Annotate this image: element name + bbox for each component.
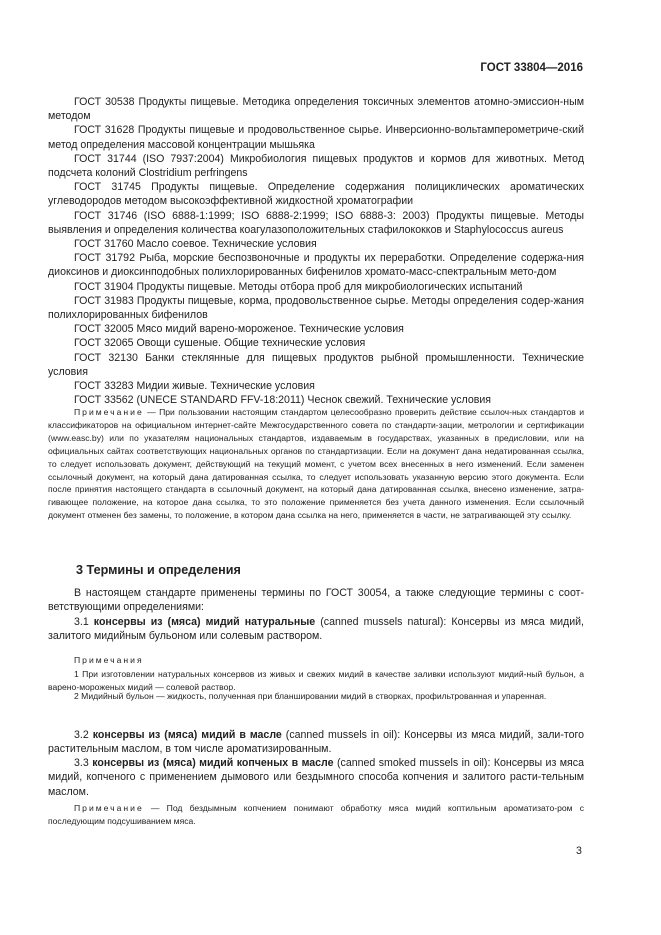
reference-item: ГОСТ 31628 Продукты пищевые и продовольственное сырье. Инверсионно-вольтамперометриче-ский метод определения массовой концентрации мышьяка	[48, 124, 584, 151]
term-english: (canned mussels in oil):	[281, 729, 401, 741]
term-name: консервы из (мяса) мидий натуральные	[93, 616, 316, 628]
note-item-2: 2 Мидийный бульон — жидкость, полученная при бланшировании мидий в створках, профильтрованная и упаренная.	[74, 691, 547, 701]
reference-item: ГОСТ 32130 Банки стеклянные для пищевых продуктов рыбной промышленности. Технические условия	[48, 351, 584, 378]
reference-item: ГОСТ 33283 Мидии живые. Технические условия	[74, 380, 315, 393]
notes-label: Примечания	[74, 655, 144, 665]
term-number: 3.1	[74, 616, 94, 628]
note-label: Примечание	[74, 407, 144, 417]
reference-item: ГОСТ 31983 Продукты пищевые, корма, продовольственное сырье. Методы определения содер-жания полихлорированных бифенилов	[48, 294, 584, 322]
reference-item: ГОСТ 31760 Масло соевое. Технические условия	[74, 238, 317, 251]
term-english: (canned smoked mussels in oil):	[333, 757, 491, 769]
section-title: 3 Термины и определения	[76, 563, 241, 577]
term-definition: Консервы из мяса мидий, зали-того растительным маслом, в том числе ароматизированным.	[48, 729, 584, 756]
note-text: — При пользовании настоящим стандартом целесообразно проверить действие ссылоч-ных стандартов и классификаторов на официальном интернет-сайте Межгосударственного совета по стандарти-зации, метрологии и сертификации (www.easc.by) или по указателям национальных стандартов, издаваемым в государствах, указанных в предисловии, или на официальных сайтах соответствующих национальных органов по стандартизации. Если на документ дана недатированная ссылка, то следует использовать документ, действующий на текущий момент, с учетом всех внесенных в него изменений. Если заменен ссылочный документ, на который дана датированная ссылка, то следует использовать указанную версию этого документа. Если после принятия настоящего стандарта в ссылочный документ, на который дана датированная ссылка, внесено изменение, затра-гивающее положение, на которое дана ссылка, то это положение применяется без учета данного изменения. Если ссылочный документ отменен без замены, то положение, в котором дана ссылка на него, применяется в части, не затрагивающей эту ссылку.	[48, 407, 584, 521]
reference-item: ГОСТ 31904 Продукты пищевые. Методы отбора проб для микробиологических испытаний	[74, 280, 523, 293]
term-name: консервы из (мяса) мидий в масле	[92, 729, 282, 741]
reference-item: ГОСТ 31746 (ISO 6888-1:1999; ISO 6888-2:1999; ISO 6888-3: 2003) Продукты пищевые. Методы выявления и определения количества коагулазоположительных стафилококков и Staphylococcus aureus	[48, 209, 584, 236]
normative-references	[48, 95, 584, 407]
reference-item: ГОСТ 31792 Рыба, морские беспозвоночные и продукты их переработки. Определение содержа-ния диоксинов и диоксинподобных полихлорированных бифенилов хромато-масс-спектральным мето-дом	[48, 252, 584, 279]
references-note	[48, 406, 584, 522]
term-name: консервы из (мяса) мидий копченых в масле	[92, 757, 334, 769]
reference-item: ГОСТ 30538 Продукты пищевые. Методика определения токсичных элементов атомно-эмиссион-ным методом	[48, 96, 584, 123]
term-number: 3.3	[74, 757, 93, 769]
reference-item: ГОСТ 33562 (UNECE STANDARD FFV-18:2011) Чеснок свежий. Технические условия	[74, 394, 492, 407]
note-item-1: 1 При изготовлении натуральных консервов из живых и свежих мидий в качестве заливки используют мидий-ный бульон, а варено-мороженых мидий — солевой раствор.	[48, 669, 584, 693]
term-note	[48, 802, 584, 828]
reference-item: ГОСТ 31745 Продукты пищевые. Определение содержания полициклических ароматических углеводородов методом высокоэффективной жидкостной хроматографии	[48, 181, 584, 208]
reference-item: ГОСТ 31744 (ISO 7937:2004) Микробиология пищевых продуктов и кормов для животных. Метод подсчета колоний Clostridium perfringens	[48, 152, 584, 180]
term-definition: Консервы из мяса мидий, залитого мидийным бульоном или солевым раствором.	[48, 616, 584, 643]
term-3-3	[48, 756, 584, 799]
page-number: 3	[576, 845, 582, 857]
reference-item: ГОСТ 32065 Овощи сушеные. Общие технические условия	[74, 337, 366, 350]
section-intro: В настоящем стандарте применены термины по ГОСТ 30054, а также следующие термины с соот-ветствующими определениями:	[48, 587, 584, 614]
term-english: (canned mussels natural):	[315, 616, 447, 628]
note-text: — Под бездымным копчением понимают обработку мяса мидий коптильным ароматизато-ром с последующим подсушиванием мяса.	[48, 803, 584, 826]
term-number: 3.2	[74, 729, 93, 741]
note-label: Примечание	[74, 803, 144, 813]
document-id: ГОСТ 33804—2016	[480, 62, 583, 74]
term-3-2	[48, 728, 584, 757]
term-3-1	[48, 615, 584, 644]
term-definition: Консервы из мяса мидий, копченого с применением дымового или бездымного способа копчения и залитого расти-тельным маслом.	[48, 757, 584, 798]
reference-item: ГОСТ 32005 Мясо мидий варено-мороженое. Технические условия	[74, 323, 404, 336]
